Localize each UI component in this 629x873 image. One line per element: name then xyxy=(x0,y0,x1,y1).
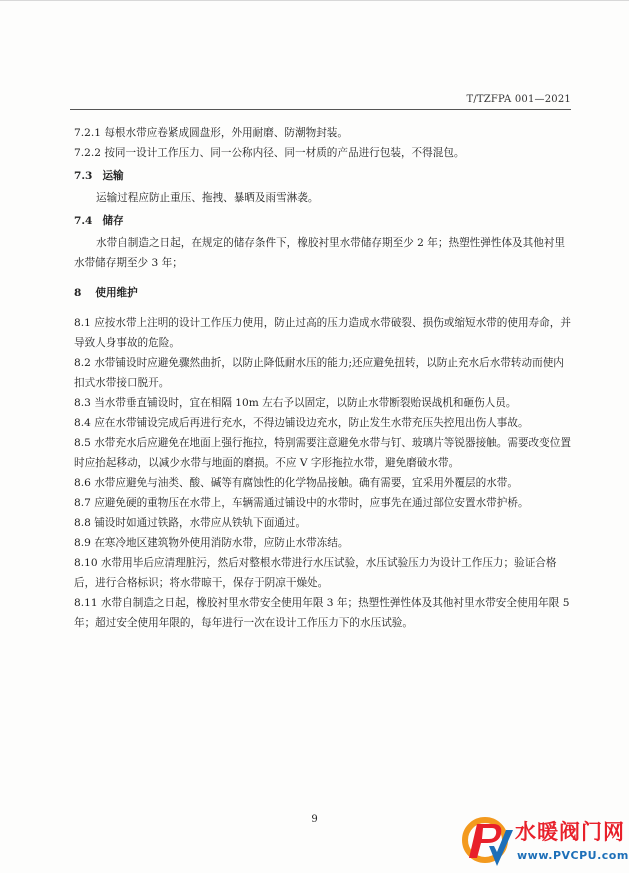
clause-7-2-2: 7.2.2 按同一设计工作压力、同一公称内径、同一材质的产品进行包装，不得混包。 xyxy=(74,147,465,159)
clause-8-7: 8.7 应避免硬的重物压在水带上，车辆需通过铺设中的水带时，应事先在通过部位安置水带护桥。 xyxy=(74,497,529,509)
clause-8-2: 8.2 水带铺设时应避免骤然曲折，以防止降低耐水压的能力;还应避免扭转，以防止充水后水带转动而使内扣式水带接口脱开。 xyxy=(74,357,564,389)
heading-7-4-number: 7.4 xyxy=(74,215,93,227)
header-rule xyxy=(70,109,571,110)
clause-8-4: 8.4 应在水带铺设完成后再进行充水，不得边铺设边充水，防止发生水带充压失控甩出伤人事故。 xyxy=(74,417,529,429)
clause-8-6: 8.6 水带应避免与油类、酸、碱等有腐蚀性的化学物品接触。确有需要，宜采用外覆层的水带。 xyxy=(74,477,518,489)
standard-code: T/TZFPA 001—2021 xyxy=(466,94,571,105)
heading-7-3 xyxy=(74,166,571,186)
heading-7-3-title: 运输 xyxy=(102,170,124,182)
page-number: 9 xyxy=(311,814,318,825)
clause-8-8: 8.8 铺设时如通过铁路，水带应从铁轨下面通过。 xyxy=(74,517,307,529)
pv-logo-icon xyxy=(459,810,517,870)
clause-8-9: 8.9 在寒冷地区建筑物外使用消防水带，应防止水带冻结。 xyxy=(74,537,349,549)
clause-7-2-1: 7.2.1 每根水带应卷紧成圆盘形，外用耐磨、防潮物封装。 xyxy=(74,127,348,139)
watermark-url: www.PVCPU.com xyxy=(517,849,629,862)
clause-7-3-text: 运输过程应防止重压、拖拽、暴晒及雨雪淋袭。 xyxy=(96,192,319,204)
clause-8-1: 8.1 应按水带上注明的设计工作压力使用，防止过高的压力造成水带破裂、损伤或缩短水带的使用寿命，并导致人身事故的危险。 xyxy=(74,317,571,349)
page-top-border xyxy=(0,0,629,1)
clause-8-11: 8.11 水带自制造之日起，橡胶衬里水带安全使用年限 3 年；热塑性弹性体及其他衬里水带安全使用年限 5 年；超过安全使用年限的，每年进行一次在设计工作压力下的水压试验。 xyxy=(74,597,570,629)
heading-8 xyxy=(74,283,571,303)
heading-7-4 xyxy=(74,211,571,231)
heading-8-title: 使用维护 xyxy=(95,287,138,299)
clause-8-3: 8.3 当水带垂直铺设时，宜在相隔 10m 左右予以固定，以防止水带断裂贻误战机和砸伤人员。 xyxy=(74,397,517,409)
heading-7-3-number: 7.3 xyxy=(74,170,93,182)
heading-8-number: 8 xyxy=(74,287,82,299)
clause-8-10: 8.10 水带用毕后应清理脏污，然后对整根水带进行水压试验，水压试验压力为设计工作压力；验证合格后，进行合格标识；将水带晾干，保存于阴凉干燥处。 xyxy=(74,557,557,589)
clause-8-5: 8.5 水带充水后应避免在地面上强行拖拉，特别需要注意避免水带与钉、玻璃片等锐器接触。需要改变位置时应抬起移动，以减少水带与地面的磨损。不应 V 字形拖拉水带，避免磨破水带。 xyxy=(74,437,571,469)
watermark xyxy=(459,810,629,873)
clause-7-4-text: 水带自制造之日起，在规定的储存条件下，橡胶衬里水带储存期至少 2 年；热塑性弹性体及其他衬里水带储存期至少 3 年； xyxy=(74,237,566,269)
document-body xyxy=(74,123,571,633)
watermark-title: 水暖阀门网 xyxy=(515,820,625,844)
heading-7-4-title: 储存 xyxy=(102,215,124,227)
